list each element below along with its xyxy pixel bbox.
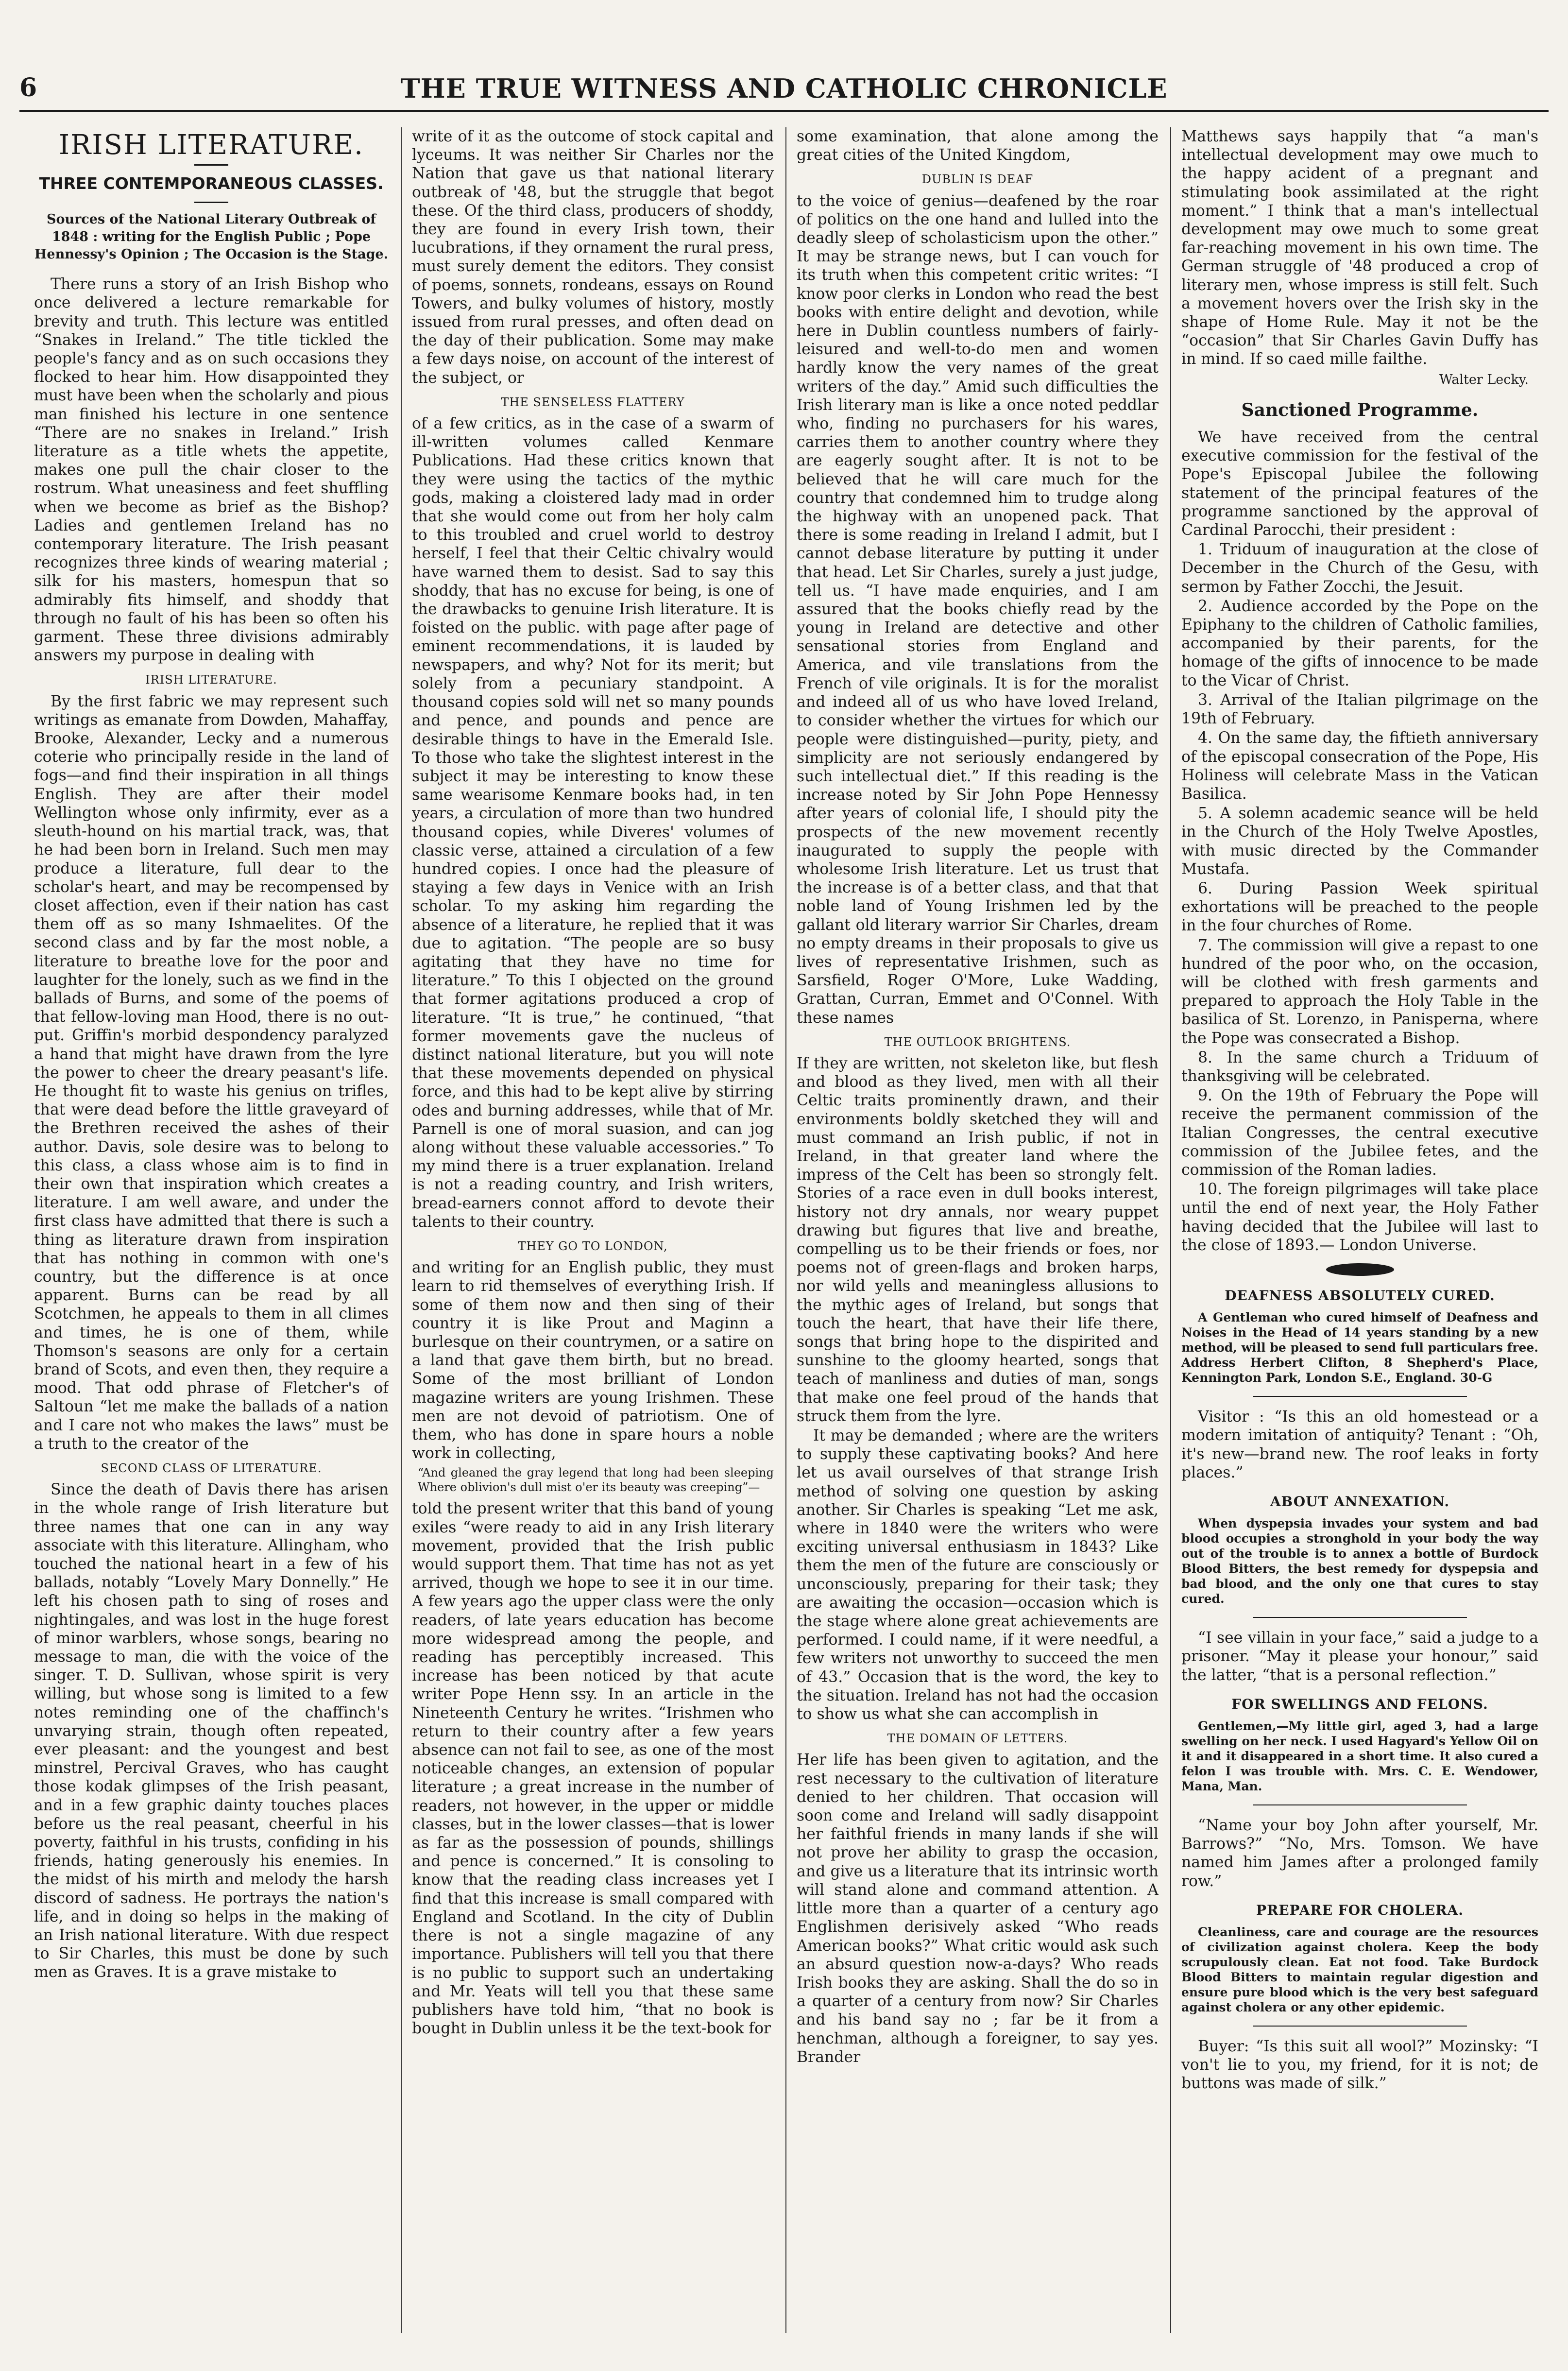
rule bbox=[1253, 2026, 1467, 2027]
rule bbox=[194, 164, 228, 166]
section-heading: FOR SWELLINGS AND FELONS. bbox=[1231, 1696, 1488, 1712]
paragraph: Visitor : “Is this an old homestead or a modern imitation of antiquity? Tenant : “Oh, it's new—brand new. The roof leaks in forty places.” bbox=[1181, 1408, 1538, 1481]
ornament bbox=[1326, 1263, 1394, 1276]
column-divider bbox=[1170, 127, 1171, 2333]
rule bbox=[194, 202, 228, 203]
verse-quote: “And gleaned the gray legend that long had been sleeping Where oblivion's dull mist o'er its beauty was creeping”— bbox=[418, 1466, 774, 1495]
list-item: 2. Audience accorded by the Pope on the Epiphany to the children of Catholic families, accompanied by their parents, for the homage of the gifts of innocence to be made to the Vicar of Christ. bbox=[1181, 597, 1538, 689]
newspaper-title: THE TRUE WITNESS AND CATHOLIC CHRONICLE bbox=[400, 73, 1168, 104]
paragraph: some examination, that alone among the great cities of the United Kingdom, bbox=[797, 128, 1159, 164]
article-deck: Sources of the National Literary Outbreak of 1848 : writing for the English Public ; Pope Hennessy's Opinion ; The Occasion is the Stage. bbox=[34, 212, 389, 262]
paragraph: There runs a story of an Irish Bishop who once delivered a lecture remarkable for brevity and truth. This lecture was entitled “Snakes in Ireland.” The title tickled the people's fancy and as on such occasions they flocked to hear him. How disappointed they must have been when the scholarly and pious man finished his lecture in one sentence “There are no snakes in Ireland.” Irish literature as a title whets the appetite, makes one pull the chair closer to the rostrum. What uneasiness and feet shuffling when we become as brief as the Bishop? Ladies and gentlemen Ireland has no contemporary literature. The Irish peasant recognizes three kinds of wearing material ; silk for his masters, homespun that so admirably fits himself, and shoddy that through no fault of his has been so often his garment. These three divisions admirably answers my purpose in dealing with bbox=[34, 275, 389, 665]
paragraph: Buyer: “Is this suit all wool?” Mozinsky: “I von't lie to you, my friend, for it is not; de buttons was made of silk.” bbox=[1181, 2038, 1538, 2093]
section-heading: DUBLIN IS DEAF bbox=[921, 172, 1034, 187]
list-item: 9. On the 19th of February the Pope will receive the permanent commission of the Italian Congresses, the central executive commission of the Jubilee fetes, and the commission of the Roman ladies. bbox=[1181, 1087, 1538, 1179]
list-item: 10. The foreign pilgrimages will take place until the end of next year, the Holy Father having decided that the Jubilee will last to the close of 1893.— London Universe. bbox=[1181, 1181, 1538, 1254]
masthead bbox=[19, 73, 1549, 107]
paragraph: By the first fabric we may represent such writings as emanate from Dowden, Mahaffay, Brooke, Alexander, Lecky and a numerous coterie who principally reside in the land of fogs—and find their inspiration in all things English. They are after their model Wellington whose only infirmity, ever as a sleuth-hound on his martial track, was, that he had been born in Ireland. Such men may produce a literature, full dear to the scholar's heart, and may be recompensed by closet affection, even if their nation has cast them off as so many Ishmaelites. Of the second class and by far the most noble, a literature to breathe love for the poor and laughter for the lonely, such as we find in the ballads of Burns, and some of the poems of that fellow-loving man Hood, there is no out-put. Griffin's morbid despondency paralyzed a hand that might have drawn from the lyre the power to cheer the dreary peasant's life. He thought fit to waste his genius on trifles, that were dead before the little graveyard of the Brethren received the ashes of their author. Davis, sole desire was to belong to this class, a class whose aim is to find in their own that inspiration which creates a literature. I am well aware, and under the first class have admitted that there is such a thing as literature drawn from inspiration that has nothing in common with one's country, but the difference is at once apparent. Burns can be read by all Scotchmen, he appeals to them in all climes and times, he is one of them, while Thomson's seasons are only for a certain brand of Scots, and even then, they require a mood. That odd phrase of Fletcher's of Saltoun “let me make the ballads of a nation and I care not who makes the laws” must be a truth to the creator of the bbox=[34, 692, 389, 1453]
section-heading: THE SENSELESS FLATTERY bbox=[501, 395, 685, 409]
column-4 bbox=[1181, 127, 1538, 2333]
list-item: 8. In the same church a Triduum of thanksgiving will be celebrated. bbox=[1181, 1048, 1538, 1085]
rule bbox=[1253, 1617, 1467, 1618]
column-2 bbox=[412, 127, 774, 2333]
paragraph: Matthews says happily that “a man's intellectual development may owe much to the happy acident of a pregnant and stimulating book assimilated at the right moment.” I think that a man's intellectual development may owe much to some great far-reaching movement in his own time. The German struggle of '48 produced a crop of literary men, whose impress is still felt. Such a movement hovers over the Irish sky in the shape of Home Rule. May it not be the “occasion” that Sir Charles Gavin Duffy has in mind. If so caed mille failthe. bbox=[1181, 128, 1538, 368]
paragraph: write of it as the outcome of stock capital and lyceums. It was neither Sir Charles nor the Nation that gave us that national literary outbreak of '48, but the struggle that begot these. Of the third class, producers of shoddy, they are found in every Irish town, their lucubrations, if they ornament the rural press, must surely dement the editors. They consist of poems, sonnets, rondeans, essays on Round Towers, and bulky volumes of history, mostly issued from rural presses, and often dead on the day of their publication. Some may make a few days noise, on account of the interest of the subject, or bbox=[412, 128, 774, 387]
column-1 bbox=[34, 127, 389, 2333]
paragraph: We have received from the central executive commission for the festival of the Pope's Episcopal Jubilee the following statement of the principal features of the programme sanctioned by the approval of Cardinal Parocchi, their president : bbox=[1181, 429, 1538, 539]
section-heading: ABOUT ANNEXATION. bbox=[1270, 1494, 1450, 1510]
advertisement: Cleanliness, care and courage are the resources of civilization against cholera. Keep the body scrupulously clean. Eat not food. Take Burdock Blood Bitters to maintain regular digestion and ensure pure blood which is the very best safeguard against cholera or any other epidemic. bbox=[1181, 1925, 1538, 2015]
section-heading: DEAFNESS ABSOLUTELY CURED. bbox=[1225, 1287, 1495, 1304]
paragraph: Her life has been given to agitation, and the rest necessary to the cultivation of literature denied to her children. That occasion will soon come and Ireland will sadly disappoint her faithful friends in many lands if she will not prove her ability to grasp the occasion, and give us a literature that its intrinsic worth will stand alone and command attention. A little more than a quarter of a century ago Englishmen derisively asked “Who reads American books?” What critic would ask such an absurd question now-a-days? Who reads Irish books they are asking. Shall the do so in a quarter of a century from now? Sir Charles and his band say no ; far be it from a henchman, although a foreigner, to say yes. Brander bbox=[797, 1751, 1159, 2066]
rule bbox=[1253, 1396, 1467, 1397]
paragraph: If they are written, not skeleton like, but flesh and blood as they lived, men with all their Celtic traits prominently drawn, and their environments boldly sketched they will and must command an Irish public, if not in Ireland, in that greater land where the impress of the Celt has been so strongly felt. Stories of a race even in dull books interest, history not dry annals, nor weary puppet drawing but figures that live and breathe, compelling us to be their friends or foes, nor poems not of green-flags and broken harps, nor wild yells and meaningless allusions to the mythic ages of Ireland, but songs that touch the heart, that have their life there, songs that bring hope to the dispirited and sunshine to the gloomy hearted, songs that teach of manliness and duties of man, songs that make one feel proud of the hands that struck them from the lyre. bbox=[797, 1054, 1159, 1425]
section-heading: SECOND CLASS OF LITERATURE. bbox=[101, 1461, 322, 1475]
section-heading: THE DOMAIN OF LETTERS. bbox=[887, 1732, 1068, 1746]
list-item: 6. During Passion Week spiritual exhortations will be preached to the people in the four churches of Rome. bbox=[1181, 879, 1538, 935]
section-heading: THE OUTLOOK BRIGHTENS. bbox=[884, 1035, 1071, 1049]
paragraph: to the voice of genius—deafened by the roar of politics on the one hand and lulled into the deadly sleep of scholasticism upon the other.” It may be strange news, but I can vouch for its truth when this competent critic writes: “I know poor clerks in London who read the best books with entire delight and devotion, while here in Dublin countless numbers of fairly-leisured and well-to-do men and women hardly know the very names of the great writers of the day.” Amid such difficulties the Irish literary man is like a once noted peddlar who, finding no purchasers for his wares, carries them to another country where they are eagerly sought after. It is not to be believed that he will care much for the country that condemned him to trudge along the highway with an unopened pack. That there is some reading in Ireland I admit, but I cannot debase literature by putting it under that head. Let Sir Charles, surely a just judge, tell us. “I have made enquiries, and I am assured that the books chiefly read by the young in Ireland are detective and other sensational stories from England and America, and vile translations from the French of vile originals. It is for the moralist and indeed all of us who have loved Ireland, to consider whether the virtues for which our people were distinguished—purity, piety, and simplicity are not seriously endangered by such intellectual diet.” If this reading is the increase noted by Sir John Pope Hennessy after years of colonial life, I should pity the prospects of the new movement recently inaugurated to supply the people with wholesome Irish literature. Let us trust that the increase is of a better class, and that that noble land of Young Irishmen led by the gallant old literary warrior Sir Charles, dream no empty dreams in their proposals to give us lives of representative Irishmen, such as Sarsfield, Roger O'More, Luke Wadding, Grattan, Curran, Emmet and O'Connel. With these names bbox=[797, 192, 1159, 1027]
article-subhead: THREE CONTEMPORANEOUS CLASSES. bbox=[39, 174, 384, 193]
column-divider bbox=[401, 127, 402, 2333]
list-item: 3. Arrival of the Italian pilgrimage on the 19th of February. bbox=[1181, 691, 1538, 728]
section-heading: THEY GO TO LONDON, bbox=[518, 1239, 668, 1253]
paragraph: “I see villain in your face,” said a judge to a prisoner. “May it please your honour,” said the latter, “that is a personal reflection.” bbox=[1181, 1629, 1538, 1684]
article-headline: IRISH LITERATURE. bbox=[59, 129, 364, 161]
section-heading: PREPARE FOR CHOLERA. bbox=[1256, 1902, 1464, 1918]
list-item: 1. Triduum of inauguration at the close of December in the Church of the Gesu, with sermon by Father Zocchi, the Jesuit. bbox=[1181, 541, 1538, 596]
masthead-rule bbox=[19, 110, 1549, 112]
list-item: 4. On the same day, the fiftieth anniversary of the episcopal consecration of the Pope, His Holiness will celebrate Mass in the Vatican Basilica. bbox=[1181, 729, 1538, 803]
paragraph: told the present writer that this band of young exiles “were ready to aid in any Irish literary movement, provided that the Irish public would support them. That time has not as yet arrived, though we hope to see it in our time. A few years ago the upper class were the only readers, of late years education has become more widespread among the people, and reading has perceptibly increased. This increase has been noticed by that acute writer Pope Henn ssy. In an article in the Nineteenth Century he writes. “Irishmen who return to their country after a few years absence can not fail to see, as one of the most noticeable changes, an extension of popular literature ; a great increase in the number of readers, not however, in the upper or middle classes, but in the lower classes—that is lower as far as the possession of pounds, shillings and pence is concerned.” It is consoling to know that the reading class increases yet I find that this increase is small compared with England and Scotland. In the city of Dublin there is not a single magazine of any importance. Publishers will tell you that there is no public to support such an undertaking and Mr. Yeats will tell you that these same publishers have told him, “that no book is bought in Dublin unless it be the text-book for bbox=[412, 1500, 774, 2038]
column-divider bbox=[785, 127, 786, 2333]
paragraph: Since the death of Davis there has arisen in the whole range of Irish literature but three names that one can in any way associate with this literature. Allingham, who touched the national heart in a few of his ballads, notably “Lovely Mary Donnelly.” He left his chosen path to sing of roses and nightingales, and was lost in the huge forest of minor warblers, whose songs, bearing no message to man, die with the voice of the singer. T. D. Sullivan, whose spirit is very willing, but whose song is limited to a few notes reminding one of the chaffinch's unvarying strain, though often repeated, ever pleasant: and the youngest and best minstrel, Percival Graves, who has caught those kodak glimpses of the Irish peasant, and in a few graphic dainty touches places before us the real peasant, cheerful in his poverty, faithful in his trusts, confiding in his friends, hating generously his enemies. In the midst of his mirth and melody the harsh discord of sadness. He portrays the nation's life, and in doing so helps in the making of an Irish national literature. With due respect to Sir Charles, this must be done by such men as Graves. It is a grave mistake to bbox=[34, 1481, 389, 1981]
page-number: 6 bbox=[19, 73, 37, 103]
section-heading: Sanctioned Programme. bbox=[1241, 399, 1479, 420]
column-3 bbox=[797, 127, 1159, 2333]
list-item: 5. A solemn academic seance will be held in the Church of the Holy Twelve Apostles, with music directed by the Commander Mustafa. bbox=[1181, 805, 1538, 878]
paragraph: of a few critics, as in the case of a swarm of ill-written volumes called Kenmare Publications. Had these critics known that they were using the tactics of the mythic gods, making a cloistered lady mad in order that she would come out from her holy calm to this troubled and cruel world to destroy herself, I feel that their Celtic chivalry would have warned them to desist. Sad to say this shoddy, that has no excuse for being, is one of the drawbacks to genuine Irish literature. It is foisted on the public. with page after page of eminent recommendations, it is lauded by newspapers, and why? Not for its merit; but solely from a pecuniary standpoint. A thousand copies sold will net so many pounds and pence, and pounds and pence are desirable things to have in the Emerald Isle. To those who take the slightest interest in the subject it may be interesting to know these same wearisome Kenmare books had, in ten years, a circulation of more than two hundred thousand copies, while Diveres' volumes of classic verse, attained a circulation of a few hundred copies. I once had the pleasure of staying a few days in Venice with an Irish scholar. To my asking him regarding the absence of a literature, he replied that it was due to agitation. “The people are so busy agitating that they have no time for literature.” To this I objected on the ground that former agitations produced a crop of literature. “It is true,” he continued, “that former movements gave the nucleus of distinct national literature, but you will note that these movements depended on physical force, and this had to be kept alive by stirring odes and burning addresses, while that of Mr. Parnell is one of moral suasion, and can jog along without these valuable accessories.” To my mind there is a truer explanation. Ireland is not a reading country, and Irish writers, bread-earners connot afford to devote their talents to their country. bbox=[412, 415, 774, 1231]
advertisement: A Gentleman who cured himself of Deafness and Noises in the Head of 14 years standing by a new method, will be pleased to send full particulars free. Address Herbert Clifton, 8 Shepherd's Place, Kennington Park, London S.E., England. 30-G bbox=[1181, 1310, 1538, 1385]
paragraph: It may be demanded ; where are the writers to supply these captivating books? And here let us avail ourselves of that strange Irish method of solving one question by asking another. Sir Charles is speaking “Let me ask, where in 1840 were the writers who were exciting universal enthusiasm in 1843? Like them the men of the future are consciously or unconsciously, preparing for their task; they are awaiting the occasion—occasion which is the stage where alone great achievements are performed. I could name, if it were needful, a few writers not unworthy to succeed the men of 43.” Occasion that is the word, the key to the situation. Ireland has not had the occasion to show us what she can accomplish in bbox=[797, 1427, 1159, 1723]
list-item: 7. The commission will give a repast to one hundred of the poor who, on the occasion, will be clothed with fresh garments and prepared to approach the Holy Table in the basilica of St. Lorenzo, in Panisperna, where the Pope was consecrated a Bishop. bbox=[1181, 936, 1538, 1047]
advertisement: When dyspepsia invades your system and bad blood occupies a stronghold in your body the way out of the trouble is to annex a bottle of Burdock Blood Bitters, the best remedy for dyspepsia and bad blood, and the only one that cures to stay cured. bbox=[1181, 1516, 1538, 1606]
paragraph: and writing for an English public, they must learn to rid themselves of everything Irish. If some of them now and then sing of their country it is like Prout and Maginn a burlesque on their countrymen, or a satire on a land that gave them birth, but no bread. Some of the most brilliant of London magazine writers are young Irishmen. These men are not devoid of patriotism. One of them, who has done in spare hours a noble work in collecting, bbox=[412, 1259, 774, 1462]
section-heading: IRISH LITERATURE. bbox=[145, 673, 277, 687]
author-signature: Walter Lecky. bbox=[1439, 372, 1529, 387]
rule bbox=[1253, 1804, 1467, 1805]
advertisement: Gentlemen,—My little girl, aged 3, had a large swelling on her neck. I used Hagyard's Yellow Oil on it and it disappeared in a short time. It also cured a felon I was trouble with. Mrs. C. E. Wendower, Mana, Man. bbox=[1181, 1719, 1538, 1794]
paragraph: “Name your boy John after yourself, Mr. Barrows?” “No, Mrs. Tomson. We have named him James after a prolonged family row.” bbox=[1181, 1817, 1538, 1890]
